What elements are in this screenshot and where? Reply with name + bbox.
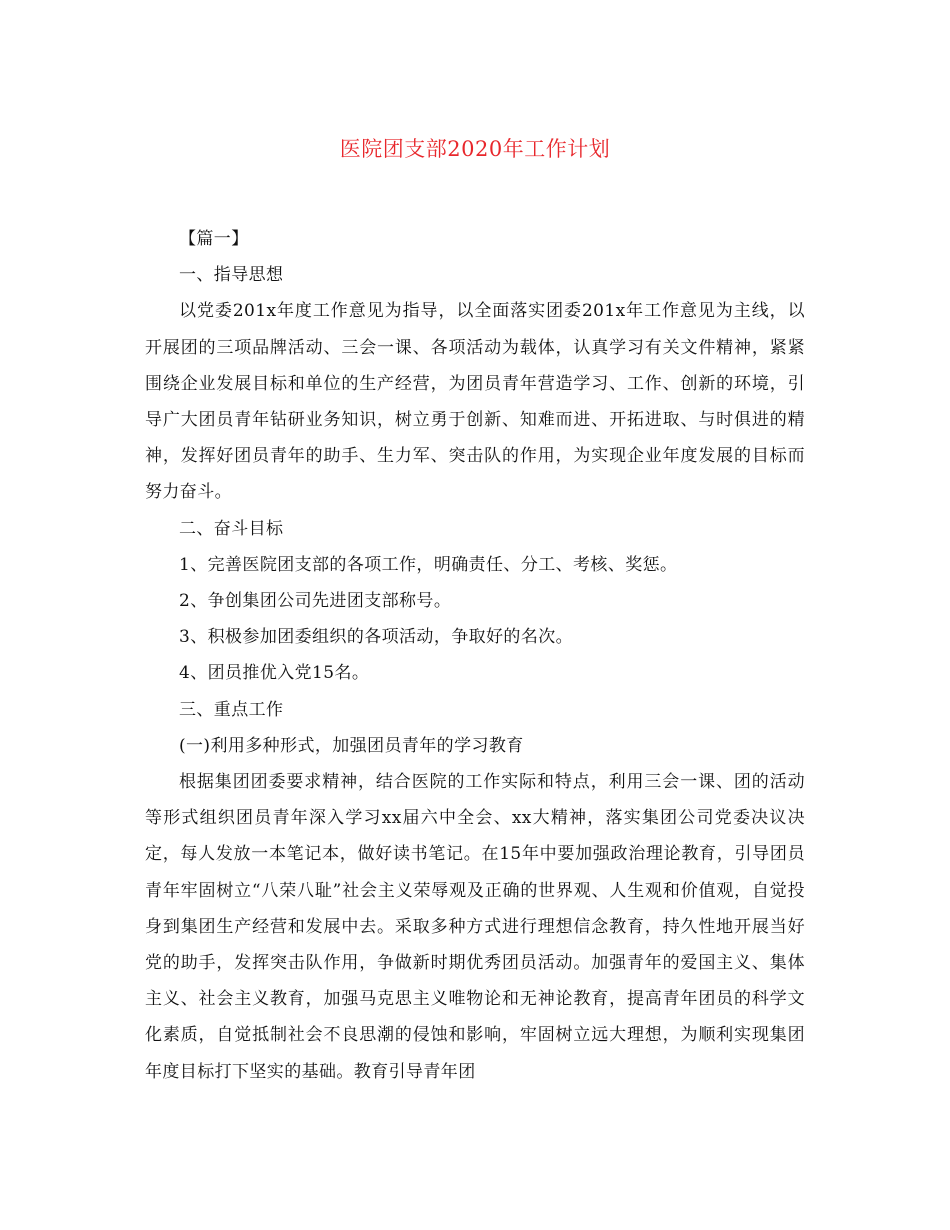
goal-item-4: 4、团员推优入党15名。	[179, 663, 370, 684]
paragraph-guiding-ideology: 以党委201x年度工作意见为指导，以全面落实团委201x年工作意见为主线，以开展团的三项品牌活动、三会一课、各项活动为载体，认真学习有关文件精神，紧紧围绕企业发展目标和单位的生产经营，为团员青年营造学习、工作、创新的环境，引导广大团员青年钻研业务知识，树立勇于创新、知难而进、开拓进取、与时俱进的精神，发挥好团员青年的助手、生力军、突击队的作用，为实现企业年度发展的目标而努力奋斗。	[145, 301, 805, 503]
subheading-study-education: (一)利用多种形式，加强团员青年的学习教育	[179, 735, 524, 756]
goal-item-2: 2、争创集团公司先进团支部称号。	[179, 591, 452, 612]
document-title: 医院团支部2020年工作计划	[339, 137, 611, 161]
paragraph-study-education: 根据集团团委要求精神，结合医院的工作实际和特点，利用三会一课、团的活动等形式组织团员青年深入学习xx届六中全会、xx大精神，落实集团公司党委决议决定，每人发放一本笔记本，做好读书笔记。在15年中要加强政治理论教育，引导团员青年牢固树立“八荣八耻”社会主义荣辱观及正确的世界观、人生观和价值观，自觉投身到集团生产经营和发展中去。采取多种方式进行理想信念教育，持久性地开展当好党的助手，发挥突击队作用，争做新时期优秀团员活动。加强青年的爱国主义、集体主义、社会主义教育，加强马克思主义唯物论和无神论教育，提高青年团员的科学文化素质，自觉抵制社会不良思潮的侵蚀和影响，牢固树立远大理想，为顺利实现集团年度目标打下坚实的基础。教育引导青年团	[145, 772, 805, 1082]
heading-guiding-ideology: 一、指导思想	[179, 265, 284, 286]
section-label: 【篇一】	[179, 229, 249, 249]
heading-key-work: 三、重点工作	[179, 699, 284, 720]
heading-goals: 二、奋斗目标	[179, 518, 284, 539]
goal-item-3: 3、积极参加团委组织的各项活动，争取好的名次。	[179, 627, 574, 648]
document-body	[145, 221, 805, 1090]
goal-item-1: 1、完善医院团支部的各项工作，明确责任、分工、考核、奖惩。	[179, 554, 678, 575]
